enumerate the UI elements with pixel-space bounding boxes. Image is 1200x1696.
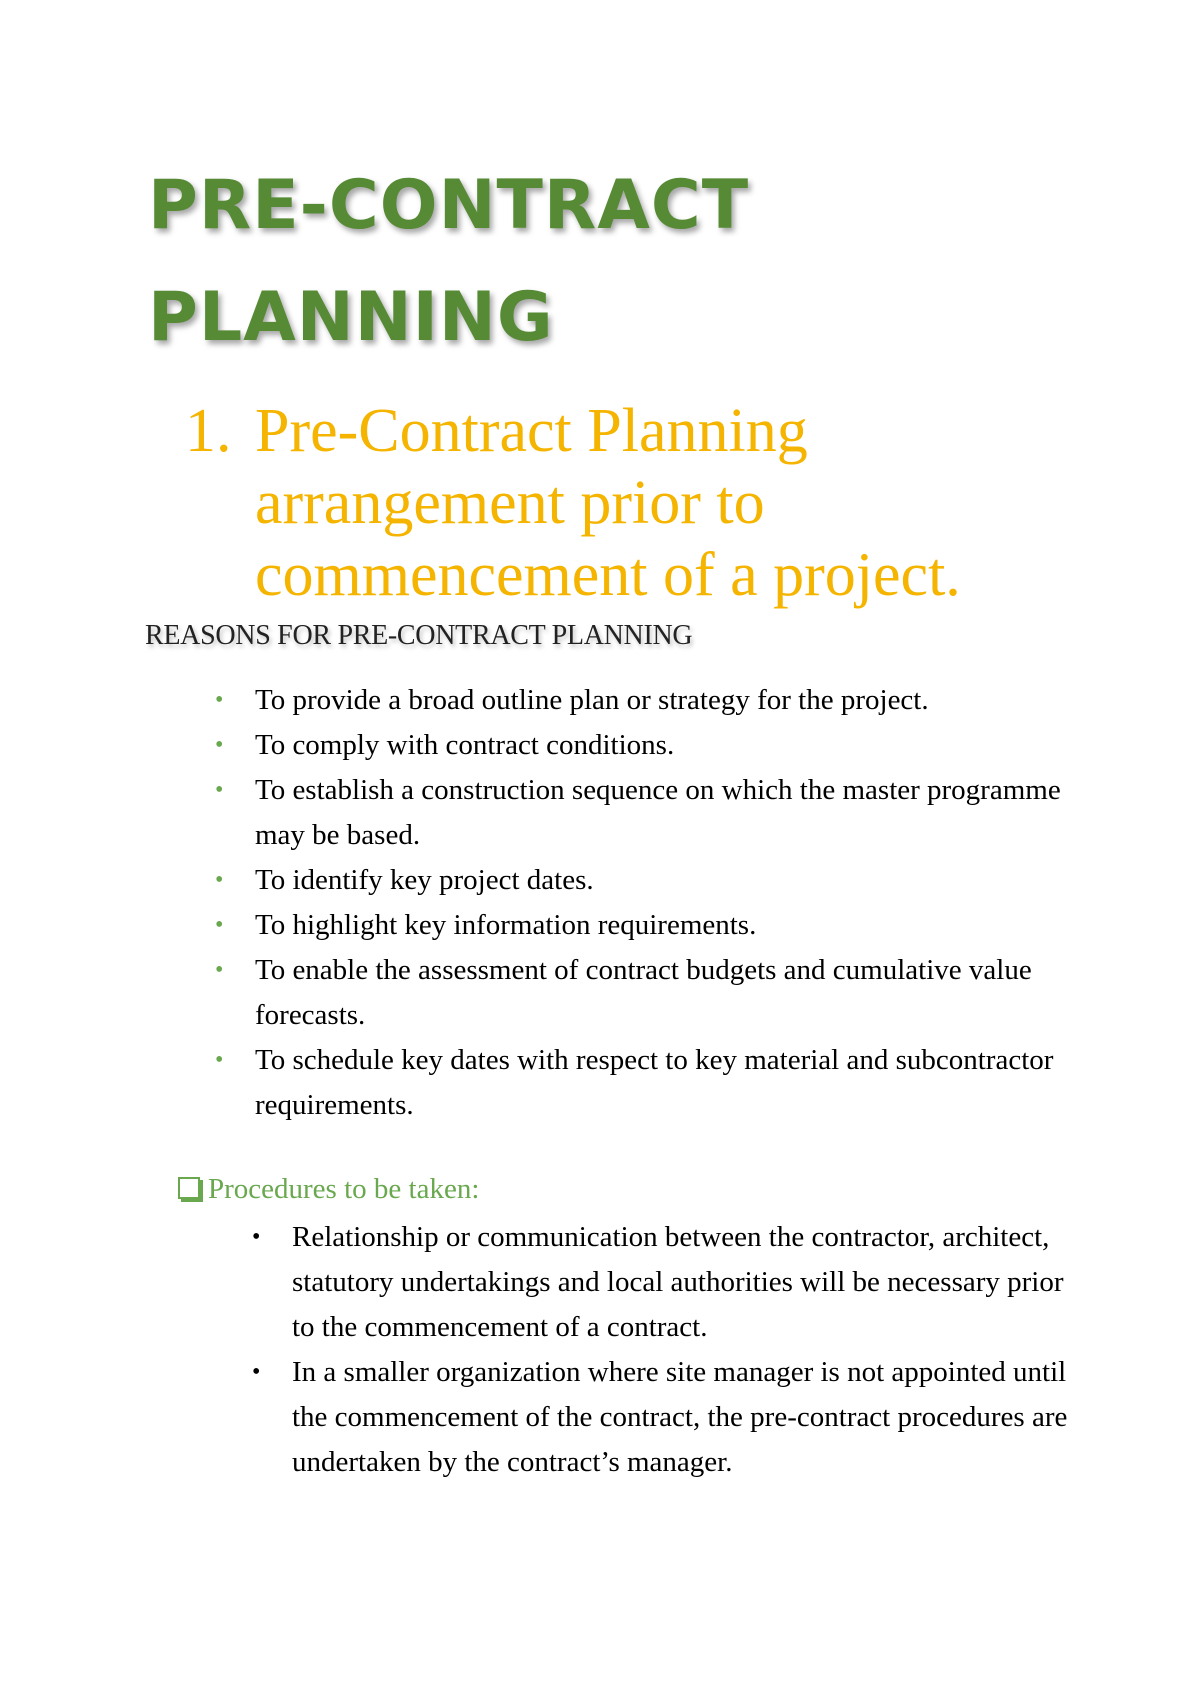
list-item-text: To highlight key information requirements.	[255, 909, 757, 941]
bullet-icon: •	[215, 687, 224, 713]
bullet-icon: •	[215, 867, 224, 893]
procedures-list	[252, 1215, 1082, 1485]
list-item	[215, 948, 1095, 1038]
reasons-heading: REASONS FOR PRE-CONTRACT PLANNING	[145, 620, 693, 651]
reasons-list	[215, 678, 1095, 1128]
bullet-icon: •	[215, 912, 224, 938]
list-item	[252, 1350, 1082, 1485]
list-item-text: To comply with contract conditions.	[255, 729, 675, 761]
numbered-item-text: Pre-Contract Planning arrangement prior to commencement of a project.	[255, 397, 961, 609]
bullet-icon: •	[252, 1359, 261, 1385]
list-item	[215, 903, 1095, 948]
list-item	[215, 678, 1095, 723]
bullet-icon: •	[215, 777, 224, 803]
page-title-line-1: PRE-CONTRACT	[148, 166, 750, 245]
list-item	[215, 858, 1095, 903]
numbered-item-number: 1.	[185, 397, 232, 465]
list-item	[215, 723, 1095, 768]
page-title-line-2: PLANNING	[148, 278, 554, 357]
bullet-icon: •	[215, 1047, 224, 1073]
list-item	[252, 1215, 1082, 1350]
list-item-text: To identify key project dates.	[255, 864, 594, 896]
page-title	[148, 150, 749, 374]
list-item	[215, 768, 1095, 858]
list-item	[215, 1038, 1095, 1128]
list-item-text: Relationship or communication between the contractor, architect, statutory undertakings and local authorities will be necessary prior to the commencement of a contract.	[292, 1221, 1064, 1343]
checkbox-icon	[178, 1177, 200, 1199]
list-item-text: To establish a construction sequence on which the master programme may be based.	[255, 774, 1061, 851]
list-item-text: To schedule key dates with respect to key material and subcontractor requirements.	[255, 1044, 1054, 1121]
list-item-text: To enable the assessment of contract budgets and cumulative value forecasts.	[255, 954, 1032, 1031]
bullet-icon: •	[215, 957, 224, 983]
procedures-heading-text: Procedures to be taken:	[208, 1173, 480, 1205]
list-item-text: In a smaller organization where site manager is not appointed until the commencement of the contract, the pre-contract procedures are undertaken by the contract’s manager.	[292, 1356, 1068, 1478]
bullet-icon: •	[215, 732, 224, 758]
bullet-icon: •	[252, 1224, 261, 1250]
procedures-heading	[178, 1167, 479, 1212]
list-item-text: To provide a broad outline plan or strategy for the project.	[255, 684, 929, 716]
